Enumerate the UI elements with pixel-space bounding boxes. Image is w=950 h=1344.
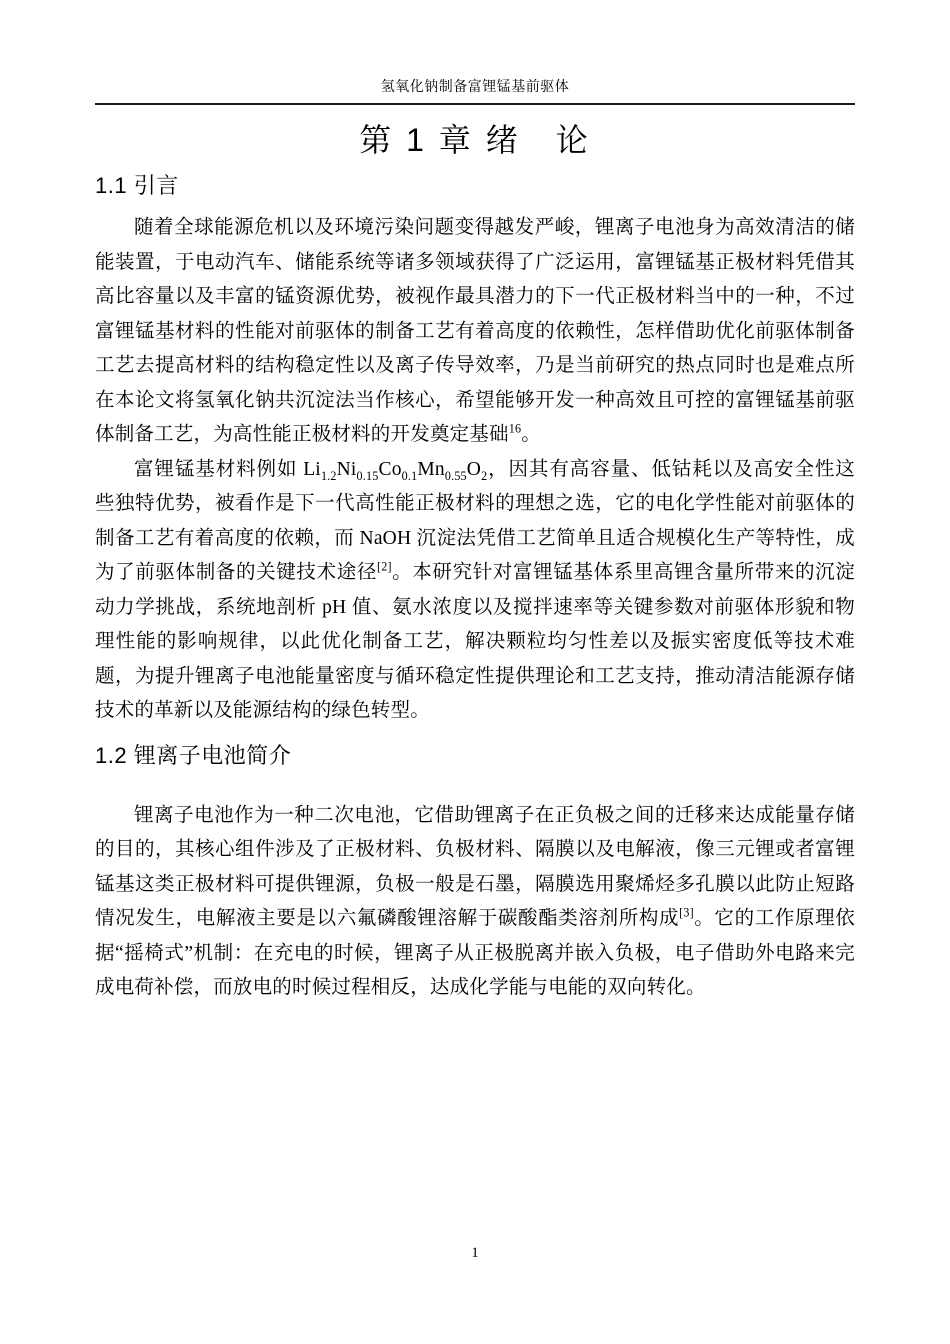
chapter-title: 第 1 章 绪 论 [359,122,591,158]
section-1-1 [95,172,855,729]
page-number: 1 [471,1245,479,1261]
paragraph-intro-1: 随着全球能源危机以及环境污染问题变得越发严峻，锂离子电池身为高效清洁的储能装置，于电动汽车、储能系统等诸多领域获得了广泛运用，富锂锰基正极材料凭借其高比容量以及丰富的锰资源优势，被视作最具潜力的下一代正极材料当中的一种，不过富锂锰基材料的性能对前驱体的制备工艺有着高度的依赖性，怎样借助优化前驱体制备工艺去提高材料的结构稳定性以及离子传导效率，乃是当前研究的热点同时也是难点所在本论文将氢氧化钠共沉淀法当作核心，希望能够开发一种高效且可控的富锂锰基前驱体制备工艺，为高性能正极材料的开发奠定基础$^{16}$。 [95,217,855,445]
paragraph-battery-intro: 锂离子电池作为一种二次电池，它借助锂离子在正负极之间的迁移来达成能量存储的目的，其核心组件涉及了正极材料、负极材料、隔膜以及电解液，像三元锂或者富锂锰基这类正极材料可提供锂源，负极一般是石墨，隔膜选用聚烯烃多孔膜以此防止短路情况发生，电解液主要是以六氟磷酸锂溶解于碳酸酯类溶剂所构成[3]。它的工作原理依据“摇椅式”机制：在充电的时候，锂离子从正极脱离并嵌入负极，电子借助外电路来完成电荷补偿，而放电的时候过程相反，达成化学能与电能的双向转化。 [95,804,855,998]
section-heading-1-1: 1.1 引言 [95,173,179,198]
paragraph-intro-2: 富锂锰基材料例如 $Li_{1.2}Ni_{0.15}Co_{0.1}Mn_{0.55}O_2$，因其有高容量、低钴耗以及高安全性这些独特优势，被看作是下一代高性能正极材料的理想之选，它的电化学性能对前驱体的制备工艺有着高度的依赖，而 NaOH 沉淀法凭借工艺简单且适合规模化生产等特性，成为了前驱体制备的关键技术途径[2]。本研究针对富锂锰基体系里高锂含量所带来的沉淀动力学挑战，系统地剖析 pH 值、氨水浓度以及搅拌速率等关键参数对前驱体形貌和物理性能的影响规律，以此优化制备工艺，解决颗粒均匀性差以及振实密度低等技术难题，为提升锂离子电池能量密度与循环稳定性提供理论和工艺支持，推动清洁能源存储技术的革新以及能源结构的绿色转型。 [95,458,855,721]
header-rule-divider [95,103,855,105]
page-content [95,0,855,1006]
section-heading-1-2: 1.2 锂离子电池简介 [95,742,292,768]
section-1-2 [95,742,855,1006]
running-head-title: 氢氧化钠制备富锂锰基前驱体 [380,80,570,95]
